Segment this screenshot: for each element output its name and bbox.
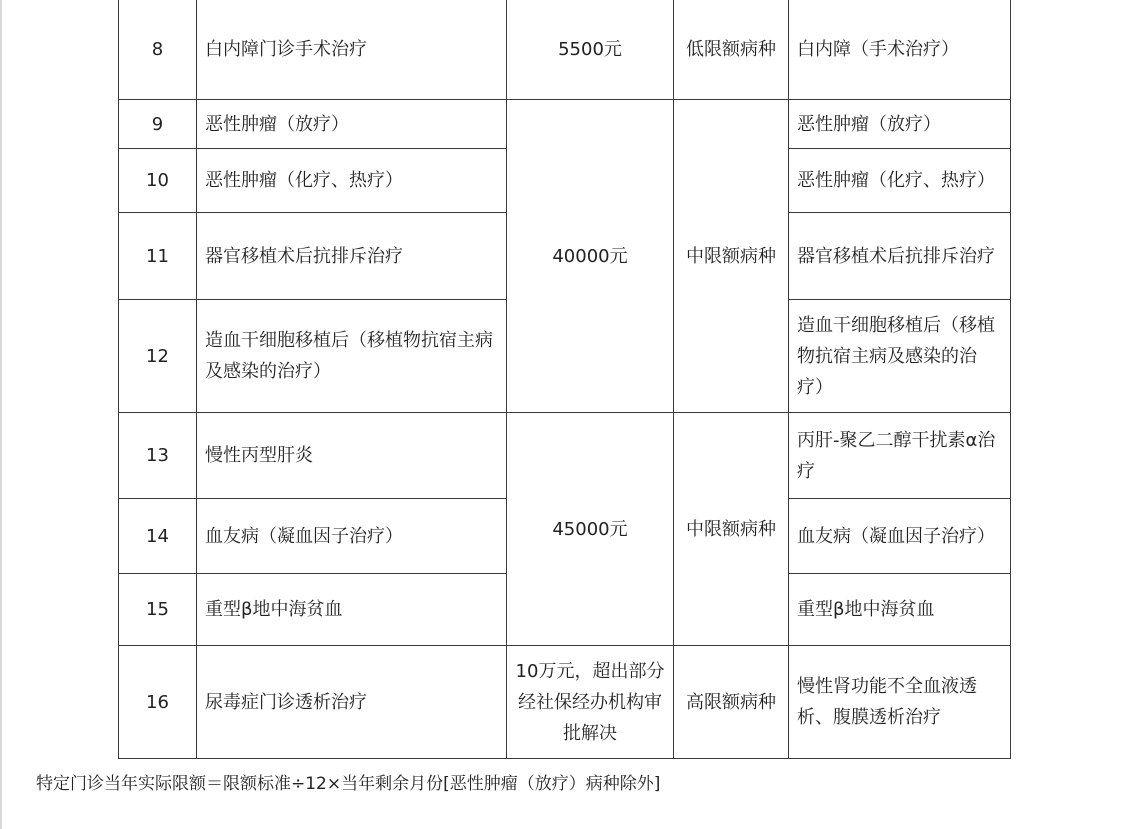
- limit-category: 中限额病种: [674, 100, 789, 413]
- treatment-scope: 恶性肿瘤（化疗、热疗）: [789, 149, 1011, 213]
- disease-name: 慢性丙型肝炎: [197, 413, 507, 499]
- disease-name: 恶性肿瘤（化疗、热疗）: [197, 149, 507, 213]
- limit-category: 中限额病种: [674, 413, 789, 646]
- treatment-scope: 造血干细胞移植后（移植物抗宿主病及感染的治疗）: [789, 300, 1011, 413]
- row-number: 10: [119, 149, 197, 213]
- treatment-scope: 重型β地中海贫血: [789, 574, 1011, 646]
- limit-amount: 40000元: [507, 100, 674, 413]
- table-row: [119, 646, 1011, 759]
- table-row: [119, 0, 1011, 100]
- row-number: 11: [119, 213, 197, 300]
- row-number: 15: [119, 574, 197, 646]
- disease-name: 器官移植术后抗排斥治疗: [197, 213, 507, 300]
- row-number: 9: [119, 100, 197, 149]
- treatment-scope: 丙肝-聚乙二醇干扰素α治疗: [789, 413, 1011, 499]
- row-number: 16: [119, 646, 197, 759]
- page-left-border: [0, 0, 2, 829]
- treatment-scope: 慢性肾功能不全血液透析、腹膜透析治疗: [789, 646, 1011, 759]
- limit-amount: 5500元: [507, 0, 674, 100]
- disease-name: 白内障门诊手术治疗: [197, 0, 507, 100]
- limit-category: 高限额病种: [674, 646, 789, 759]
- disease-name: 恶性肿瘤（放疗）: [197, 100, 507, 149]
- disease-name: 尿毒症门诊透析治疗: [197, 646, 507, 759]
- row-number: 14: [119, 499, 197, 574]
- treatment-scope: 恶性肿瘤（放疗）: [789, 100, 1011, 149]
- table-row: [119, 100, 1011, 149]
- limit-amount: 10万元，超出部分经社保经办机构审批解决: [507, 646, 674, 759]
- limit-amount: 45000元: [507, 413, 674, 646]
- table-row: [119, 413, 1011, 499]
- limit-category: 低限额病种: [674, 0, 789, 100]
- row-number: 8: [119, 0, 197, 100]
- disease-name: 重型β地中海贫血: [197, 574, 507, 646]
- disease-name: 造血干细胞移植后（移植物抗宿主病及感染的治疗）: [197, 300, 507, 413]
- row-number: 13: [119, 413, 197, 499]
- limit-formula-note: 特定门诊当年实际限额＝限额标准÷12×当年剩余月份[恶性肿瘤（放疗）病种除外]: [36, 774, 661, 794]
- treatment-scope: 器官移植术后抗排斥治疗: [789, 213, 1011, 300]
- treatment-scope: 血友病（凝血因子治疗）: [789, 499, 1011, 574]
- disease-name: 血友病（凝血因子治疗）: [197, 499, 507, 574]
- row-number: 12: [119, 300, 197, 413]
- outpatient-limit-table: [118, 0, 1011, 759]
- treatment-scope: 白内障（手术治疗）: [789, 0, 1011, 100]
